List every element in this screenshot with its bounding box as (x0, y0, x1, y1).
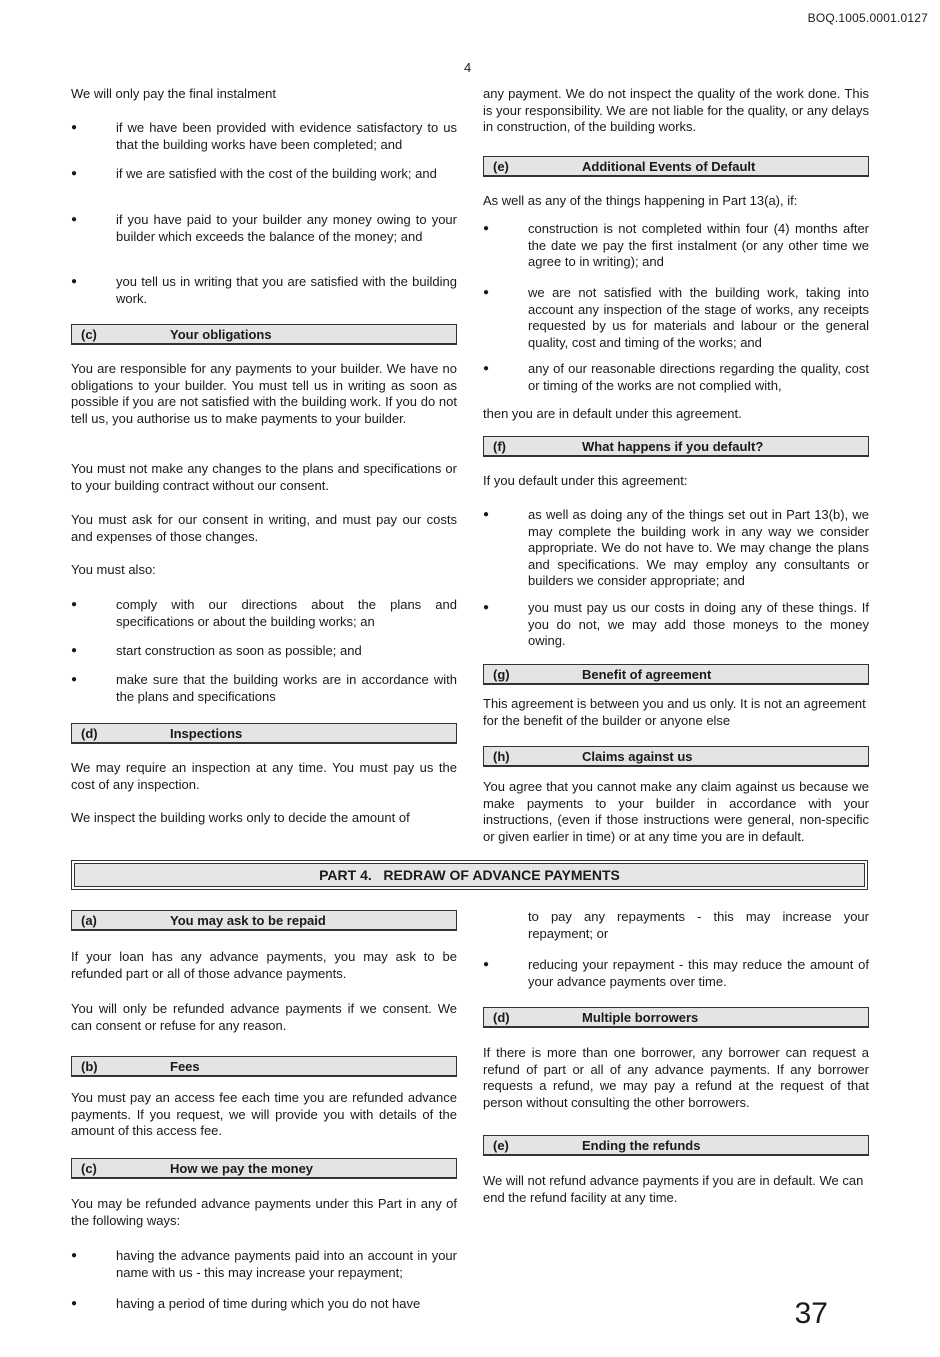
section-title: You may ask to be repaid (170, 913, 326, 928)
bullet-icon: ● (71, 168, 78, 179)
section-title: Benefit of agreement (582, 667, 712, 682)
list-item-text: you tell us in writing that you are satisfied with the building work. (116, 274, 457, 306)
paragraph: You must not make any changes to the plans and specifications or to your building contract without our consent. (71, 461, 457, 493)
paragraph: We will not refund advance payments if you are in default. We can end the refund facility at any time. (483, 1173, 864, 1205)
paragraph: This agreement is between you and us only. It is not an agreement for the benefit of the builder or anyone else (483, 696, 866, 728)
bullet-icon: ● (71, 214, 78, 225)
section-header-inspections (71, 723, 457, 744)
section-tag: (f) (493, 439, 506, 454)
bullet-icon: ● (483, 509, 490, 520)
list-item (71, 597, 457, 631)
list-item (483, 507, 869, 589)
paragraph: If your loan has any advance payments, you may ask to be refunded part or all of those advance payments. (71, 949, 457, 981)
bullet-icon: ● (483, 287, 490, 298)
part-4-banner (71, 860, 868, 890)
list-item (71, 1296, 457, 1314)
section-title: Inspections (170, 726, 243, 741)
paragraph: If you default under this agreement: (483, 473, 688, 488)
list-item (71, 672, 457, 706)
list-item-text: comply with our directions about the plans and specifications or about the building works; an (116, 597, 457, 629)
section-header-obligations (71, 324, 457, 345)
list-item-text: if we are satisfied with the cost of the building work; and (116, 166, 437, 181)
section-title: How we pay the money (170, 1161, 314, 1176)
section-tag: (e) (493, 1138, 509, 1153)
paragraph-continued: any payment. We do not inspect the quality of the work done. This is your responsibility. We are not liable for the quality, or any delays in construction, of the building works. (483, 86, 869, 134)
paragraph: As well as any of the things happening in Part 13(a), if: (483, 193, 798, 208)
section-header-ending-refunds (483, 1135, 869, 1156)
list-item-text: we are not satisfied with the building work, taking into account any inspection of the stage of works, any receipts requested by us for materials and labour or the general quality, cost and timing of the works; and (528, 285, 869, 350)
section-header-fees (71, 1056, 457, 1077)
bullet-icon: ● (483, 959, 490, 970)
paragraph: You must also: (71, 562, 156, 577)
list-item (483, 285, 869, 351)
paragraph: You may be refunded advance payments under this Part in any of the following ways: (71, 1196, 457, 1228)
bullet-icon: ● (71, 122, 78, 133)
section-header-ask-repaid (71, 910, 457, 931)
bullet-icon: ● (71, 1298, 78, 1309)
bullet-icon: ● (71, 674, 78, 685)
list-item (71, 120, 457, 154)
bullet-icon: ● (483, 363, 490, 374)
list-item-text: if we have been provided with evidence satisfactory to us that the building works have been completed; and (116, 120, 457, 152)
section-title: Fees (170, 1059, 200, 1074)
section-header-benefit (483, 664, 869, 685)
section-tag: (h) (493, 749, 510, 764)
paragraph: You must ask for our consent in writing, and must pay our costs and expenses of those changes. (71, 512, 457, 544)
list-item-text: if you have paid to your builder any money owing to your builder which exceeds the balance of the money; and (116, 212, 457, 244)
list-item (483, 361, 869, 395)
section-tag: (e) (493, 159, 509, 174)
section-header-how-we-pay (71, 1158, 457, 1179)
list-item (71, 212, 457, 262)
bullet-icon: ● (483, 223, 490, 234)
section-title: Your obligations (170, 327, 272, 342)
list-item-text: make sure that the building works are in accordance with the plans and specifications (116, 672, 457, 704)
section-tag: (c) (81, 1161, 97, 1176)
inner-page-number: 4 (464, 60, 472, 75)
paragraph: You agree that you cannot make any claim against us because we make payments to your builder in accordance with your instructions, (even if those instructions were general, non-specific or given earlier in time) or at any time you are in default. (483, 779, 869, 844)
list-item-text: having the advance payments paid into an account in your name with us - this may increase your repayment; (116, 1248, 457, 1280)
section-tag: (c) (81, 327, 97, 342)
list-item-text: any of our reasonable directions regarding the quality, cost or timing of the works are not complied with, (528, 361, 869, 393)
part-4-title: PART 4. REDRAW OF ADVANCE PAYMENTS (74, 863, 865, 887)
section-tag: (b) (81, 1059, 98, 1074)
list-item (71, 166, 457, 200)
paragraph: We may require an inspection at any time. You must pay us the cost of any inspection. (71, 760, 457, 792)
list-item-text: you must pay us our costs in doing any of these things. If you do not, we may add those moneys to the money owing. (528, 600, 869, 648)
section-title: Additional Events of Default (582, 159, 756, 174)
page-number: 37 (794, 1297, 828, 1330)
bullet-icon: ● (71, 1250, 78, 1261)
section-title: Ending the refunds (582, 1138, 701, 1153)
section-header-if-default (483, 436, 869, 457)
paragraph: You are responsible for any payments to your builder. We have no obligations to your builder. You must tell us in writing as soon as possible if you are not satisfied with the building work. If you do not tell us, you authorise us to make payments to your builder. (71, 361, 457, 426)
list-item-text: reducing your repayment - this may reduce the amount of your advance payments over time. (528, 957, 869, 989)
section-title: What happens if you default? (582, 439, 764, 454)
document-id: BOQ.1005.0001.0127 (807, 11, 928, 25)
list-item-continued: to pay any repayments - this may increase your repayment; or (528, 909, 869, 941)
list-item (71, 643, 457, 661)
paragraph: You must pay an access fee each time you are refunded advance payments. If you request, we will provide you with details of the amount of this access fee. (71, 1090, 457, 1138)
bullet-icon: ● (71, 599, 78, 610)
final-instalment-intro: We will only pay the final instalment (71, 86, 276, 101)
list-item (71, 274, 457, 308)
section-tag: (a) (81, 913, 97, 928)
list-item (483, 957, 869, 991)
list-item-text: having a period of time during which you do not have (116, 1296, 421, 1311)
section-tag: (g) (493, 667, 510, 682)
paragraph: If there is more than one borrower, any borrower can request a refund of part or all of any advance payments. If any borrower requests a refund, we may pay a refund at the request of that person without consulting the other borrowers. (483, 1045, 869, 1110)
paragraph: You will only be refunded advance payments if we consent. We can consent or refuse for any reason. (71, 1001, 457, 1033)
list-item-text: start construction as soon as possible; and (116, 643, 362, 658)
section-tag: (d) (493, 1010, 510, 1025)
bullet-icon: ● (71, 276, 78, 287)
bullet-icon: ● (71, 645, 78, 656)
bullet-icon: ● (483, 602, 490, 613)
list-item (483, 221, 869, 271)
paragraph: We inspect the building works only to decide the amount of (71, 810, 410, 825)
section-title: Claims against us (582, 749, 693, 764)
list-item (71, 1248, 457, 1282)
section-header-claims (483, 746, 869, 767)
section-header-multiple-borrowers (483, 1007, 869, 1028)
section-title: Multiple borrowers (582, 1010, 699, 1025)
list-item (483, 600, 869, 650)
section-header-default-events (483, 156, 869, 177)
section-tag: (d) (81, 726, 98, 741)
paragraph: then you are in default under this agreement. (483, 406, 742, 421)
list-item-text: as well as doing any of the things set out in Part 13(b), we may complete the building work in any way we consider appropriate. We do not have to. We may change the plans and specifications. We may employ any consultants or builders we consider appropriate; and (528, 507, 869, 588)
list-item-text: construction is not completed within four (4) months after the date we pay the first instalment (or any other time we agree to in writing); and (528, 221, 869, 269)
